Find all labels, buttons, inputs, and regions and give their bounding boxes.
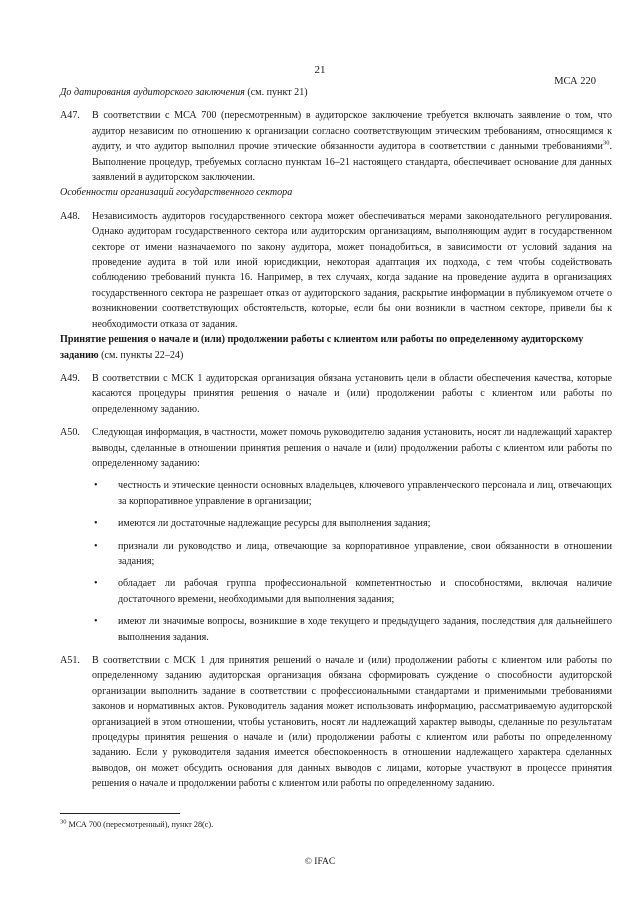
paragraph-text: Следующая информация, в частности, может помочь руководителю задания установить, носят ли надлежащий характер выводы, сделанные в отношении принятия решения о начале и (или) продолжении работы с клиентом или работы по определенному заданию: bbox=[92, 427, 612, 469]
paragraph-text: В соответствии с МСК 1 для принятия решений о начале и (или) продолжении работы с клиентом или работы по определенному заданию аудиторская организация обязана сформировать суждение о способности аудиторской организации выполнить задание в соответствии с профессиональными стандартами и применимыми требованиями законов и нормативных актов. Руководитель задания может использовать информацию, рассматриваемую аудиторской организацией в этом отношении, чтобы установить, носят ли надлежащий характер выводы, сделанные по результатам процедуры принятия решения о начале и (или) продолжении работы с клиентом или работы по определенному заданию. Если у руководителя задания имеется обеспокоенность в отношении надлежащего характера сделанных выводов, он может обсудить основания для данных выводов с лицами, которые участвуют в процессе принятия решения о начале и продолжении работы с клиентом или работы по определенному заданию. bbox=[92, 655, 612, 790]
paragraph-number: A51. bbox=[60, 655, 80, 666]
footnote-mark: 30 bbox=[60, 818, 67, 826]
paragraph-a48 bbox=[60, 209, 612, 332]
paragraph-a50 bbox=[60, 425, 612, 645]
bullet-icon: • bbox=[94, 518, 98, 530]
list-item: • обладает ли рабочая группа профессиональной компетентностью и способностями, включая наличие достаточного времени, необходимыми для выполнения задания; bbox=[92, 576, 612, 607]
bullet-icon: • bbox=[94, 578, 98, 590]
footnote-reference: 30 bbox=[602, 139, 610, 147]
list-item: • имеются ли достаточные надлежащие ресурсы для выполнения задания; bbox=[92, 516, 612, 531]
paragraph-a49 bbox=[60, 371, 612, 417]
bullet-icon: • bbox=[94, 616, 98, 628]
standard-code: МСА 220 bbox=[554, 76, 596, 87]
page-number: 21 bbox=[314, 64, 326, 76]
footnote-divider bbox=[60, 813, 180, 814]
footnote: $^{30}$ МСА 700 (пересмотренный), пункт 28(c). bbox=[60, 818, 214, 829]
list-item: • имеют ли значимые вопросы, возникшие в ходе текущего и предыдущего задания, последствия для дальнейшего выполнения задания. bbox=[92, 614, 612, 645]
bullet-list bbox=[92, 478, 612, 645]
subsection-title-dating: До датирования аудиторского заключения (см. пункт 21) bbox=[60, 87, 308, 98]
copyright-footer: © IFAC bbox=[304, 857, 336, 867]
paragraph-number: A50. bbox=[60, 427, 80, 439]
bullet-icon: • bbox=[94, 540, 98, 552]
paragraph-number: A48. bbox=[60, 210, 80, 222]
bullet-icon: • bbox=[94, 480, 98, 492]
list-item: • честность и этические ценности основных владельцев, ключевого управленческого персонала и лиц, отвечающих за корпоративное управление в организации; bbox=[92, 478, 612, 509]
section-heading: Принятие решения о начале и (или) продолжении работы с клиентом или работы по определенному аудиторскому заданию (см. пункты 22–24) bbox=[60, 334, 584, 361]
paragraph-number: A49. bbox=[60, 372, 80, 384]
paragraph-a47 bbox=[60, 108, 612, 185]
page-content bbox=[60, 85, 612, 792]
paragraph-number: A47. bbox=[60, 110, 80, 122]
list-item: • признали ли руководство и лица, отвечающие за корпоративное управление, свои обязанности в отношении задания; bbox=[92, 539, 612, 570]
subsection-title-public-sector: Особенности организаций государственного сектора bbox=[60, 187, 293, 199]
paragraph-text: Независимость аудиторов государственного сектора может обеспечиваться мерами законодательного регулирования. Однако аудиторам государственного сектора или аудиторским организациям, выполняющим аудит в государственном секторе от имени назначаемого по закону аудитора, может понадобиться, в зависимости от условий задания на проведение аудита в той или иной юрисдикции, некоторая адаптация их подхода, с тем чтобы содействовать соблюдению требований пункта 16. Например, в тех случаях, когда задание на проведение аудита в организациях государственного сектора не разрешает отказ от аудиторского задания, раскрытие информации в публикуемом отчете о возникновении соответствующих обстоятельств, которые, если бы они возникли в частном секторе, привели бы к необходимости отказа от задания. bbox=[92, 210, 612, 330]
paragraph-text: В соответствии с МСК 1 аудиторская организация обязана установить цели в области обеспечения качества, которые касаются процедуры принятия решения о начале и (или) продолжении работы с клиентом или работы по определенному заданию. bbox=[92, 372, 612, 415]
paragraph-text: В соответствии с МСА 700 (пересмотренным) в аудиторское заключение требуется включать заявление о том, что аудитор независим по отношению к организации согласно соответствующим этическим требованиям, относящимся к аудиту, и что аудитор выполнил прочие этические обязанности аудитора в соответствии с данными требованиями$^{30}$. Выполнение процедур, требуемых согласно пунктам 16–21 настоящего стандарта, обеспечивает основание для данных заявлений в аудиторском заключении. bbox=[92, 110, 612, 184]
paragraph-a51 bbox=[60, 653, 612, 792]
